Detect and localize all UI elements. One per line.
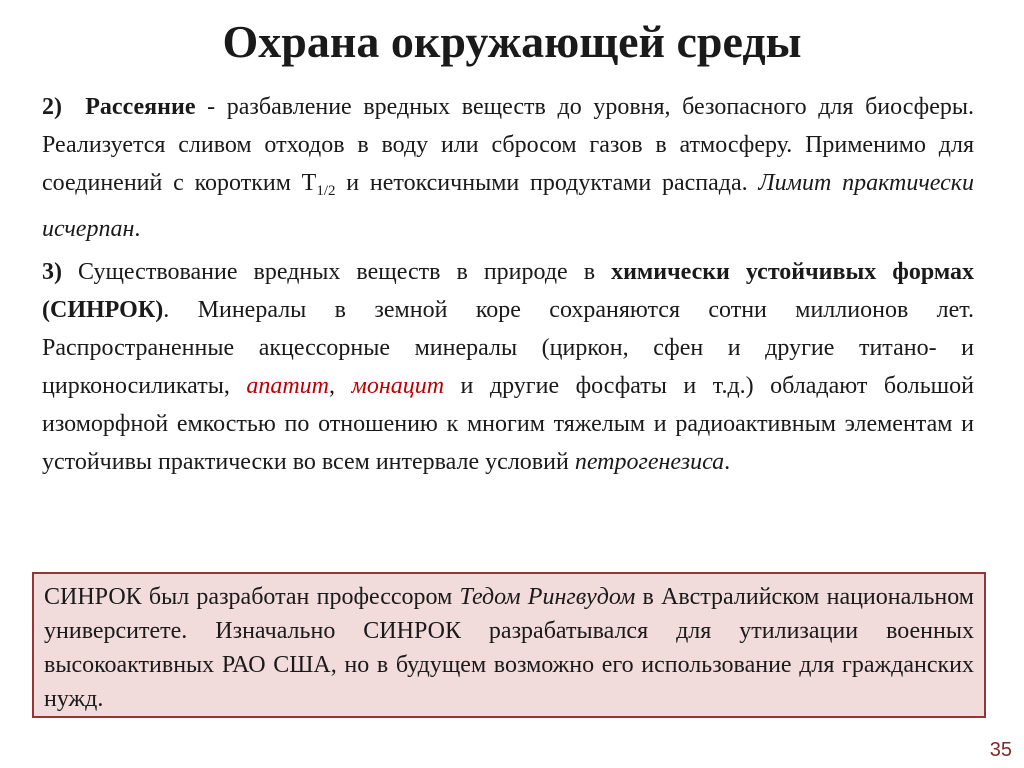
paragraph-stable-forms xyxy=(42,253,974,481)
apatite-term: апатит xyxy=(246,373,329,399)
page-number: 35 xyxy=(989,739,1012,761)
item-number: 2) xyxy=(42,94,62,120)
paragraph-dispersion xyxy=(42,88,974,248)
period: . xyxy=(134,216,141,242)
minerals-text: . Минералы в земной коре сохраняются сотни миллионов лет. Распространенные акцессорные минералы (циркон, сфен и другие титано- и цирконосиликаты, xyxy=(42,297,974,399)
slide-title: Охрана окружающей среды xyxy=(222,16,802,67)
synroc-note-box xyxy=(32,572,986,718)
separator: , xyxy=(329,373,352,399)
note-text-cont: в Австралийском национальном университете. Изначально СИНРОК разрабатывался для утилизации военных высокоактивных РАО США, но в будущем возможно его использование для гражданских нужд. xyxy=(44,584,974,712)
petrogenesis-term: петрогенезиса xyxy=(574,449,725,475)
term-synroc: химически устойчивых формах (СИНРОК) xyxy=(42,259,974,323)
limit-exhausted-note: Лимит практически исчерпан xyxy=(42,170,975,242)
period: . xyxy=(724,449,731,475)
item-number: 3) xyxy=(42,259,62,285)
note-text: СИНРОК был разработан профессором xyxy=(44,584,460,610)
half-life-subscript: 1/2 xyxy=(316,183,336,199)
ringwood-name: Тедом Рингвудом xyxy=(459,584,636,610)
dispersion-text: - разбавление вредных веществ до уровня, безопасного для биосферы. Реализуется сливом отходов в воду или сбросом газов в атмосферу. Применимо для соединений с коротким T xyxy=(42,94,974,196)
stable-forms-text: Существование вредных веществ в природе в xyxy=(62,259,612,285)
dispersion-text-cont: и нетоксичными продуктами распада. xyxy=(335,170,759,196)
monazite-term: монацит xyxy=(351,373,445,399)
term-dispersion: Рассеяние xyxy=(85,94,196,120)
phosphates-text: и другие фосфаты и т.д.) обладают большой изоморфной емкостью по отношению к многим тяжелым и радиоактивным элементам и устойчивы практически во всем интервале условий xyxy=(42,373,974,475)
